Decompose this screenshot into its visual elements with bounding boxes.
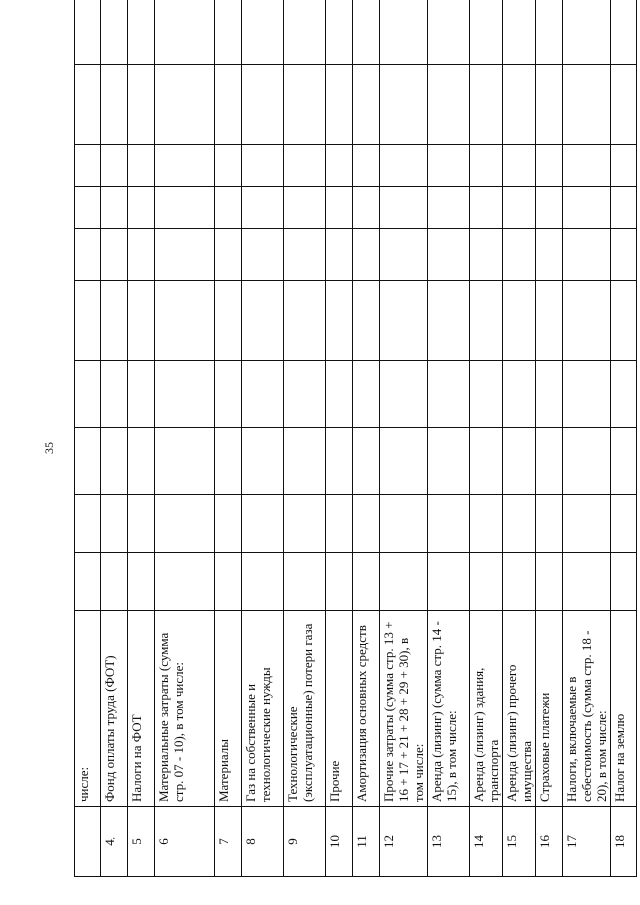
table-cell — [75, 428, 101, 495]
row-number: 15 — [503, 807, 536, 877]
table-cell — [563, 553, 611, 611]
table-cell — [353, 0, 380, 65]
table-cell — [470, 145, 503, 187]
table-cell — [326, 65, 353, 145]
table-cell — [536, 187, 563, 229]
table-cell — [536, 145, 563, 187]
table-cell — [503, 0, 536, 65]
table-cell — [353, 553, 380, 611]
table-cell — [563, 281, 611, 361]
table-cell — [470, 65, 503, 145]
cost-table — [74, 0, 637, 877]
table-cell — [380, 65, 428, 145]
table-cell — [75, 229, 101, 281]
table-cell — [380, 145, 428, 187]
table-row — [428, 0, 470, 877]
table-cell — [242, 229, 284, 281]
table-cell — [155, 0, 215, 65]
table-cell — [428, 428, 470, 495]
table-row — [75, 0, 101, 877]
table-cell — [611, 65, 637, 145]
row-label: Фонд оплаты труда (ФОТ) — [101, 611, 128, 807]
row-label: Страховые платежи — [536, 611, 563, 807]
table-cell — [215, 145, 242, 187]
table-row — [326, 0, 353, 877]
table-cell — [470, 187, 503, 229]
table-cell — [380, 281, 428, 361]
table-cell — [611, 428, 637, 495]
table-cell — [326, 145, 353, 187]
table-row — [380, 0, 428, 877]
table-cell — [284, 145, 326, 187]
table-cell — [215, 0, 242, 65]
table-cell — [380, 361, 428, 428]
row-number: 9 — [284, 807, 326, 877]
table-cell — [353, 495, 380, 553]
table-cell — [470, 229, 503, 281]
table-cell — [611, 553, 637, 611]
table-row — [215, 0, 242, 877]
table-cell — [428, 65, 470, 145]
table-cell — [563, 428, 611, 495]
table-cell — [284, 65, 326, 145]
table-cell — [611, 0, 637, 65]
row-label: Аренда (лизинг) прочего имущества — [503, 611, 536, 807]
table-cell — [326, 495, 353, 553]
table-cell — [242, 361, 284, 428]
table-cell — [428, 0, 470, 65]
table-cell — [428, 229, 470, 281]
table-cell — [563, 187, 611, 229]
table-cell — [101, 229, 128, 281]
table-cell — [353, 145, 380, 187]
table-cell — [353, 65, 380, 145]
table-cell — [503, 229, 536, 281]
table-cell — [128, 361, 155, 428]
table-cell — [428, 281, 470, 361]
table-cell — [75, 65, 101, 145]
row-number: 16 — [536, 807, 563, 877]
table-cell — [470, 361, 503, 428]
row-number: 7 — [215, 807, 242, 877]
table-cell — [242, 553, 284, 611]
row-label: Материалы — [215, 611, 242, 807]
table-cell — [215, 495, 242, 553]
table-cell — [75, 187, 101, 229]
table-cell — [536, 0, 563, 65]
table-cell — [215, 281, 242, 361]
table-cell — [75, 145, 101, 187]
table-cell — [101, 65, 128, 145]
table-cell — [353, 281, 380, 361]
table-cell — [470, 553, 503, 611]
page-number: 35 — [42, 442, 56, 454]
table-cell — [128, 553, 155, 611]
table-cell — [503, 281, 536, 361]
table-cell — [155, 495, 215, 553]
table-cell — [503, 145, 536, 187]
table-cell — [611, 495, 637, 553]
table-cell — [155, 428, 215, 495]
table-cell — [380, 187, 428, 229]
table-row — [128, 0, 155, 877]
table-row — [155, 0, 215, 877]
row-number: 10 — [326, 807, 353, 877]
table-cell — [215, 65, 242, 145]
table-cell — [563, 65, 611, 145]
row-number: 14 — [470, 807, 503, 877]
table-cell — [470, 0, 503, 65]
table-cell — [284, 281, 326, 361]
row-label: Газ на собственные и технологические нужды — [242, 611, 284, 807]
table-cell — [155, 145, 215, 187]
table-cell — [536, 553, 563, 611]
table-cell — [428, 145, 470, 187]
table-cell — [215, 361, 242, 428]
table-cell — [611, 187, 637, 229]
table-cell — [380, 428, 428, 495]
table-cell — [428, 187, 470, 229]
table-cell — [503, 187, 536, 229]
table-cell — [503, 495, 536, 553]
table-cell — [353, 187, 380, 229]
table-row — [101, 0, 128, 877]
table-cell — [101, 428, 128, 495]
table-cell — [242, 495, 284, 553]
table-cell — [155, 187, 215, 229]
row-label: Материальные затраты (сумма стр. 07 - 10), в том числе: — [155, 611, 215, 807]
table-cell — [503, 553, 536, 611]
table-cell — [536, 428, 563, 495]
table-cell — [536, 281, 563, 361]
table-cell — [611, 281, 637, 361]
table-row — [503, 0, 536, 877]
table-cell — [128, 65, 155, 145]
table-cell — [75, 495, 101, 553]
table-cell — [326, 0, 353, 65]
table-cell — [128, 229, 155, 281]
table-cell — [284, 428, 326, 495]
table-cell — [128, 0, 155, 65]
table-cell — [503, 65, 536, 145]
table-cell — [536, 65, 563, 145]
table-cell — [155, 553, 215, 611]
row-number: 11 — [353, 807, 380, 877]
table-cell — [470, 281, 503, 361]
row-label: Аренда (лизинг) здания, транспорта — [470, 611, 503, 807]
table-cell — [128, 145, 155, 187]
table-row — [284, 0, 326, 877]
table-cell — [503, 361, 536, 428]
row-number: 8 — [242, 807, 284, 877]
table-cell — [503, 428, 536, 495]
table-cell — [536, 495, 563, 553]
table-cell — [75, 553, 101, 611]
table-row — [563, 0, 611, 877]
table-cell — [284, 229, 326, 281]
table-cell — [353, 428, 380, 495]
table-row — [536, 0, 563, 877]
table-cell — [380, 495, 428, 553]
table-row — [353, 0, 380, 877]
row-number: 17 — [563, 807, 611, 877]
row-number-text: 4 — [102, 839, 117, 846]
table-cell — [284, 495, 326, 553]
row-label: Прочие затраты (сумма стр. 13 + 16 + 17 + 21 + 28 + 29 + 30), в том числе: — [380, 611, 428, 807]
row-label: Налоги, включаемые в себестоимость (сумма стр. 18 - 20), в том числе: — [563, 611, 611, 807]
row-label: числе: — [75, 611, 101, 807]
table-cell — [284, 361, 326, 428]
table-cell — [563, 145, 611, 187]
table-cell — [536, 229, 563, 281]
table-cell — [326, 281, 353, 361]
table-cell — [155, 281, 215, 361]
row-number — [101, 807, 128, 877]
table-cell — [353, 229, 380, 281]
rotated-table-frame — [74, 34, 627, 877]
table-cell — [428, 361, 470, 428]
table-cell — [428, 495, 470, 553]
table-cell — [326, 361, 353, 428]
table-cell — [536, 361, 563, 428]
table-cell — [128, 428, 155, 495]
table-cell — [326, 187, 353, 229]
row-number: 12 — [380, 807, 428, 877]
table-cell — [75, 361, 101, 428]
row-number — [75, 807, 101, 877]
row-number: 18 — [611, 807, 637, 877]
table-cell — [75, 0, 101, 65]
table-cell — [563, 361, 611, 428]
table-cell — [101, 281, 128, 361]
row-label: Технологические (эксплуатационные) потери газа — [284, 611, 326, 807]
table-cell — [101, 187, 128, 229]
row-number: 6 — [155, 807, 215, 877]
table-cell — [128, 281, 155, 361]
row-label: Налог на землю — [611, 611, 637, 807]
table-cell — [284, 553, 326, 611]
table-cell — [380, 553, 428, 611]
table-cell — [326, 428, 353, 495]
table-cell — [242, 0, 284, 65]
table-cell — [128, 187, 155, 229]
table-cell — [101, 145, 128, 187]
table-cell — [563, 495, 611, 553]
table-cell — [428, 553, 470, 611]
table-cell — [611, 361, 637, 428]
table-cell — [611, 145, 637, 187]
row-label: Налоги на ФОТ — [128, 611, 155, 807]
table-cell — [215, 229, 242, 281]
table-cell — [155, 229, 215, 281]
table-cell — [128, 495, 155, 553]
table-row — [611, 0, 637, 877]
table-cell — [101, 553, 128, 611]
handwritten-mark: , — [107, 837, 116, 840]
table-cell — [75, 281, 101, 361]
table-cell — [284, 187, 326, 229]
row-number: 13 — [428, 807, 470, 877]
table-cell — [155, 361, 215, 428]
table-cell — [242, 428, 284, 495]
table-cell — [215, 428, 242, 495]
row-number: 5 — [128, 807, 155, 877]
table-cell — [353, 361, 380, 428]
table-cell — [380, 229, 428, 281]
table-cell — [242, 281, 284, 361]
table-cell — [242, 187, 284, 229]
row-label: Амортизация основных средств — [353, 611, 380, 807]
table-cell — [284, 0, 326, 65]
table-row — [242, 0, 284, 877]
table-cell — [563, 0, 611, 65]
table-cell — [326, 229, 353, 281]
document-table-container — [74, 34, 627, 877]
table-cell — [101, 361, 128, 428]
table-cell — [611, 229, 637, 281]
table-cell — [101, 495, 128, 553]
table-cell — [326, 553, 353, 611]
table-row — [470, 0, 503, 877]
table-cell — [242, 145, 284, 187]
table-cell — [215, 553, 242, 611]
row-label: Аренда (лизинг) (сумма стр. 14 - 15), в том числе: — [428, 611, 470, 807]
table-cell — [470, 428, 503, 495]
table-cell — [155, 65, 215, 145]
row-label: Прочие — [326, 611, 353, 807]
table-cell — [563, 229, 611, 281]
table-cell — [215, 187, 242, 229]
table-cell — [380, 0, 428, 65]
table-cell — [242, 65, 284, 145]
table-cell — [470, 495, 503, 553]
table-cell — [101, 0, 128, 65]
